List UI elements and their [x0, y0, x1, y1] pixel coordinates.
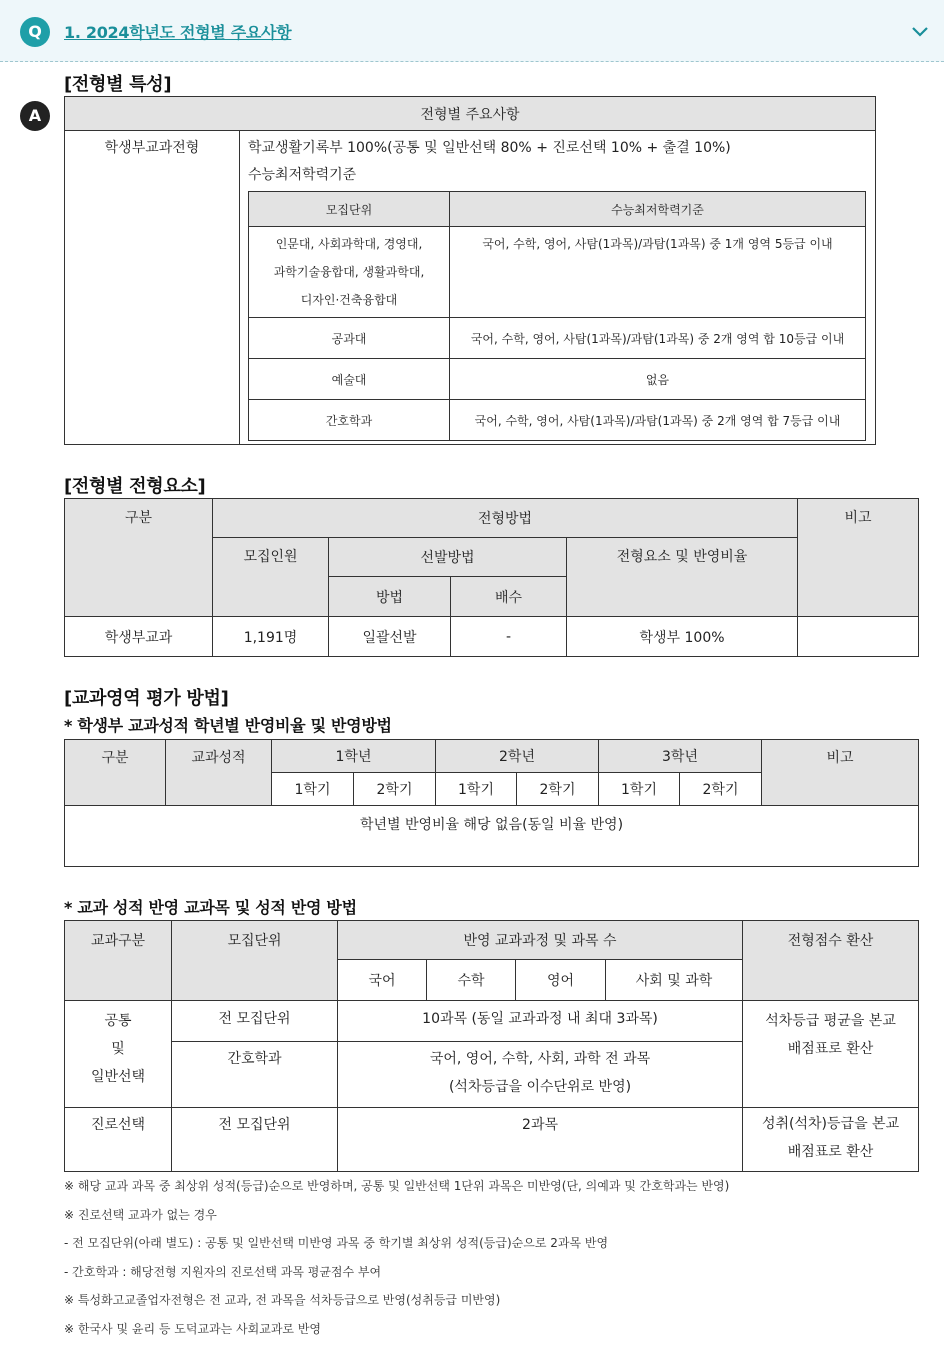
note-item: ※ 진로선택 교과가 없는 경우 — [64, 1207, 217, 1222]
note-item: - 간호학과 : 해당전형 지원자의 진로선택 과목 평균점수 부여 — [64, 1264, 382, 1279]
t2-header-method: 전형방법 — [213, 499, 798, 538]
t4-row1b-subjects — [338, 1042, 743, 1108]
t3-semester: 2학기 — [354, 773, 436, 806]
section-title-characteristics: [전형별 특성] — [64, 74, 172, 95]
table1-type: 학생부교과전형 — [65, 131, 240, 445]
inner-unit-cell: 공과대 — [249, 318, 450, 359]
t4-header-unit: 모집단위 — [172, 921, 338, 1001]
table1-inner-criteria — [248, 191, 866, 441]
t4-subject: 사회 및 과학 — [606, 960, 743, 1001]
table-row — [249, 318, 866, 359]
t4-row2-unit: 전 모집단위 — [172, 1108, 338, 1172]
inner-header-unit: 모집단위 — [249, 192, 450, 227]
note-item: - 전 모집단위(아래 별도) : 공통 및 일반선택 미반영 과목 중 학기별 최상위 성적(등급)순으로 2과목 반영 — [64, 1236, 609, 1251]
subtitle-year-ratio: * 학생부 교과성적 학년별 반영비율 및 반영방법 — [64, 716, 392, 735]
question-header[interactable] — [0, 0, 944, 62]
question-badge: Q — [20, 17, 50, 47]
t2-header-recruit: 모집인원 — [213, 538, 329, 617]
inner-unit-cell — [249, 227, 450, 318]
table-row — [65, 1108, 919, 1172]
table1-line1: 학교생활기록부 100%(공통 및 일반선택 80% + 진로선택 10% + 출결 10%) — [248, 140, 731, 156]
t4-category-line: 일반선택 — [90, 1069, 146, 1085]
t4-subject-line: 국어, 영어, 수학, 사회, 과학 전 과목 — [429, 1051, 651, 1067]
table-admission-elements — [64, 498, 919, 657]
table1-header: 전형별 주요사항 — [65, 97, 876, 131]
t2-header-gubun: 구분 — [65, 499, 213, 617]
t2-type: 학생부교과 — [65, 617, 213, 657]
answer-badge: A — [20, 101, 50, 131]
t3-semester: 1학기 — [436, 773, 517, 806]
t4-category-line: 공통 — [104, 1013, 132, 1029]
t2-multiple: - — [451, 617, 567, 657]
inner-criteria-cell: 국어, 수학, 영어, 사탐(1과목)/과탐(1과목) 중 1개 영역 5등급 이내 — [450, 227, 866, 318]
table-row — [249, 359, 866, 400]
table1-content — [240, 131, 876, 445]
t3-semester: 1학기 — [272, 773, 354, 806]
table-row — [249, 227, 866, 318]
inner-unit-line: 과학기술융합대, 생활과학대, — [273, 265, 425, 279]
t4-subject: 수학 — [427, 960, 516, 1001]
t2-way: 일괄선발 — [329, 617, 451, 657]
t4-row1-score — [743, 1001, 919, 1108]
t4-score-line: 배점표로 환산 — [787, 1144, 874, 1160]
inner-criteria-cell: 국어, 수학, 영어, 사탐(1과목)/과탐(1과목) 중 2개 영역 합 10등급 이내 — [450, 318, 866, 359]
notes-list — [64, 1172, 924, 1344]
t2-count: 1,191명 — [213, 617, 329, 657]
t4-header-score: 전형점수 환산 — [743, 921, 919, 1001]
inner-unit-line: 인문대, 사회과학대, 경영대, — [275, 237, 423, 251]
t4-category-line: 및 — [111, 1041, 125, 1057]
t4-row2-subjects: 2과목 — [338, 1108, 743, 1172]
t2-header-select: 선발방법 — [329, 538, 567, 577]
t2-ratio: 학생부 100% — [567, 617, 798, 657]
t3-header-gubun: 구분 — [65, 740, 166, 806]
t4-score-line: 배점표로 환산 — [787, 1041, 874, 1057]
t4-header-subjects: 반영 교과과정 및 과목 수 — [338, 921, 743, 960]
t2-header-multiple: 배수 — [451, 577, 567, 617]
t4-row1-category — [65, 1001, 172, 1108]
t3-header-year3: 3학년 — [599, 740, 762, 773]
inner-criteria-cell: 없음 — [450, 359, 866, 400]
table-row — [65, 1001, 919, 1042]
t4-row1b-unit: 간호학과 — [172, 1042, 338, 1108]
t4-score-line: 성취(석차)등급을 본교 — [762, 1116, 900, 1132]
table-row — [249, 400, 866, 441]
t2-note — [798, 617, 919, 657]
t3-semester: 2학기 — [517, 773, 599, 806]
t4-subject: 영어 — [516, 960, 606, 1001]
t4-row1a-unit: 전 모집단위 — [172, 1001, 338, 1042]
t3-header-year2: 2학년 — [436, 740, 599, 773]
inner-header-criteria: 수능최저학력기준 — [450, 192, 866, 227]
table-year-ratio — [64, 739, 919, 867]
t3-semester: 1학기 — [599, 773, 680, 806]
t3-header-grade: 교과성적 — [166, 740, 272, 806]
t2-header-note: 비고 — [798, 499, 919, 617]
t4-row2-score — [743, 1108, 919, 1172]
t4-subject: 국어 — [338, 960, 427, 1001]
t2-header-way: 방법 — [329, 577, 451, 617]
inner-criteria-cell: 국어, 수학, 영어, 사탐(1과목)/과탐(1과목) 중 2개 영역 합 7등급 이내 — [450, 400, 866, 441]
table-admission-characteristics — [64, 96, 876, 445]
t3-header-year1: 1학년 — [272, 740, 436, 773]
subtitle-subjects: * 교과 성적 반영 교과목 및 성적 반영 방법 — [64, 898, 357, 917]
note-item: ※ 해당 교과 과목 중 최상위 성적(등급)순으로 반영하며, 공통 및 일반선택 1단위 과목은 미반영(단, 의예과 및 간호학과는 반영) — [64, 1179, 730, 1193]
t4-subject-line: (석차등급을 이수단위로 반영) — [448, 1079, 632, 1095]
inner-unit-cell: 간호학과 — [249, 400, 450, 441]
table-subjects — [64, 920, 919, 1172]
table1-line2: 수능최저학력기준 — [248, 167, 357, 183]
t3-body: 학년별 반영비율 해당 없음(동일 비율 반영) — [65, 806, 919, 867]
table-row — [65, 617, 919, 657]
inner-unit-line: 디자인·건축융합대 — [300, 293, 398, 307]
question-title[interactable]: 1. 2024학년도 전형별 주요사항 — [64, 23, 292, 42]
inner-unit-cell: 예술대 — [249, 359, 450, 400]
t3-header-note: 비고 — [762, 740, 919, 806]
note-item: ※ 한국사 및 윤리 등 도덕교과는 사회교과로 반영 — [64, 1321, 322, 1336]
section-title-elements: [전형별 전형요소] — [64, 476, 206, 497]
t4-row2-category: 진로선택 — [65, 1108, 172, 1172]
t4-row1a-subjects: 10과목 (동일 교과과정 내 최대 3과목) — [338, 1001, 743, 1042]
t2-header-elements: 전형요소 및 반영비율 — [567, 538, 798, 617]
t4-header-category: 교과구분 — [65, 921, 172, 1001]
t4-score-line: 석차등급 평균을 본교 — [765, 1013, 896, 1029]
section-title-evaluation: [교과영역 평가 방법] — [64, 688, 229, 709]
t3-semester: 2학기 — [680, 773, 762, 806]
chevron-down-icon[interactable] — [910, 22, 930, 42]
note-item: ※ 특성화고교졸업자전형은 전 교과, 전 과목을 석차등급으로 반영(성취등급 미반영) — [64, 1293, 501, 1308]
